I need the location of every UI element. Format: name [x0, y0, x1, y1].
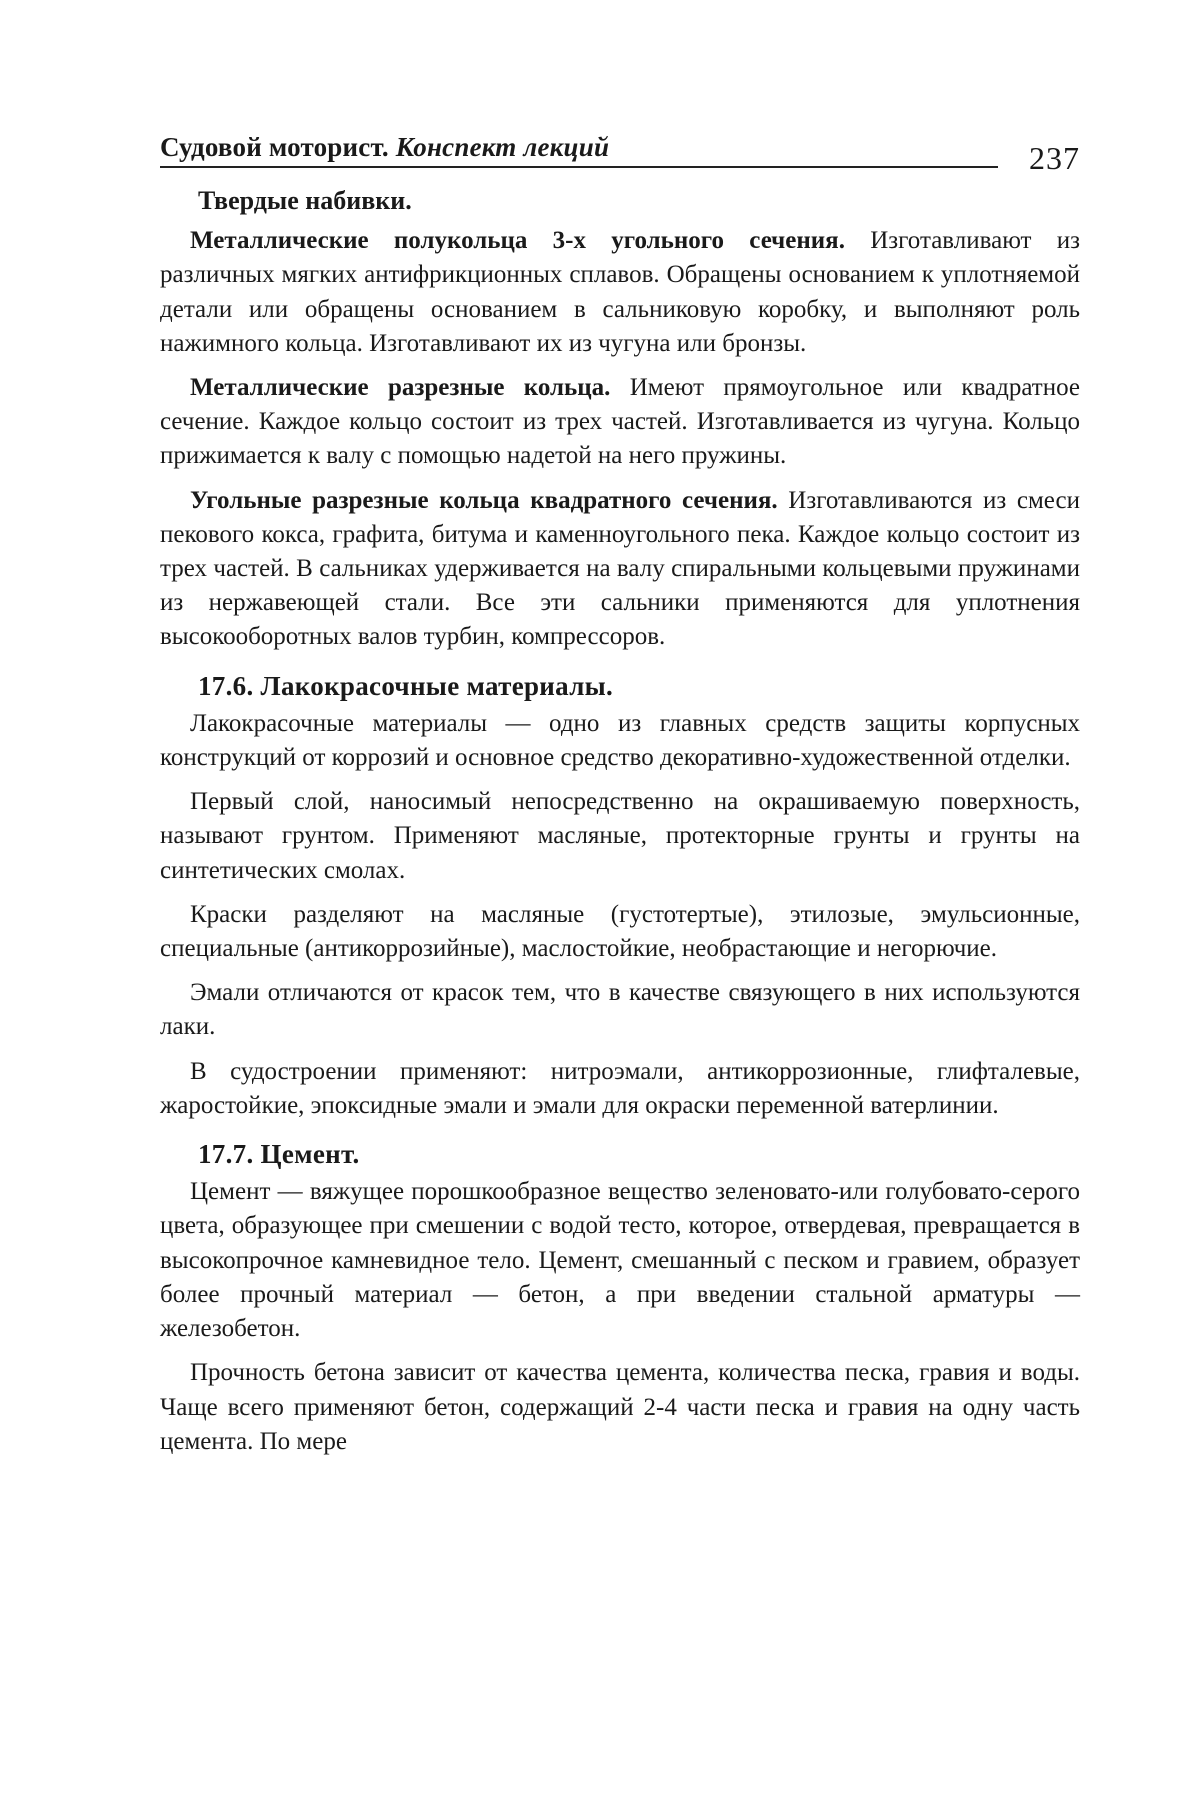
packing-item-lead: Угольные разрезные кольца квадратного сечения.: [190, 487, 778, 514]
running-title: [160, 132, 609, 163]
packing-item-lead: Металлические полукольца 3-х угольного сечения.: [190, 227, 845, 254]
packing-item-text: Имеют прямоугольное или квадратное сечение. Каждое кольцо состоит из трех частей. Изготавливается из чугуна. Кольцо прижимается к валу с помощью надетой на него пружины.: [160, 374, 1080, 469]
packing-item-metal-half-rings: [160, 224, 1080, 361]
packing-item-text: Изготавливаются из смеси пекового кокса, графита, битума и каменноугольного пека. Каждое кольцо состоит из трех частей. В сальниках удерживается на валу спиральными кольцевыми пружинами из нержавеющей стали. Все эти сальники применяются для уплотнения высокооборотных валов турбин, компрессоров.: [160, 487, 1080, 651]
section-heading-cement: 17.7. Цемент.: [160, 1137, 1080, 1171]
packing-item-text: Изготавливают из различных мягких антифрикционных сплавов. Обращены основанием к уплотняемой детали или обращены основанием в сальниковую коробку, и выполняют роль нажимного кольца. Изготавливают их из чугуна или бронзы.: [160, 227, 1080, 357]
page-number: 237: [1029, 140, 1080, 177]
paragraph: Эмали отличаются от красок тем, что в качестве связующего в них используются лаки.: [160, 976, 1080, 1044]
section-heading-paints: 17.6. Лакокрасочные материалы.: [160, 669, 1080, 703]
running-header: [160, 128, 1080, 174]
page-body: [160, 184, 1080, 1459]
paragraph: Первый слой, наносимый непосредственно на окрашиваемую поверхность, называют грунтом. Применяют масляные, протекторные грунты и грунты на синтетических смолах.: [160, 785, 1080, 888]
book-subtitle: Конспект лекций: [396, 132, 609, 162]
header-rule: [160, 166, 998, 168]
book-title: Судовой моторист.: [160, 132, 389, 162]
packing-item-carbon-split-rings: [160, 484, 1080, 655]
paragraph: Лакокрасочные материалы — одно из главных средств защиты корпусных конструкций от коррозий и основное средство декоративно-художественной отделки.: [160, 707, 1080, 775]
paragraph: Цемент — вяжущее порошкообразное вещество зеленовато-или голубовато-серого цвета, образующее при смешении с водой тесто, которое, отвердевая, превращается в высокопрочное камневидное тело. Цемент, смешанный с песком и гравием, образует более прочный материал — бетон, а при введении стальной арматуры — железобетон.: [160, 1175, 1080, 1346]
paragraph: Краски разделяют на масляные (густотертые), этилозые, эмульсионные, специальные (антикоррозийные), маслостойкие, необрастающие и негорючие.: [160, 898, 1080, 966]
paragraph: В судостроении применяют: нитроэмали, антикоррозионные, глифталевые, жаростойкие, эпоксидные эмали и эмали для окраски переменной ватерлинии.: [160, 1055, 1080, 1123]
book-page: [160, 128, 1080, 1469]
packings-title: Твердые набивки.: [160, 184, 1080, 218]
paragraph: Прочность бетона зависит от качества цемента, количества песка, гравия и воды. Чаще всего применяют бетон, содержащий 2-4 части песка и гравия на одну часть цемента. По мере: [160, 1356, 1080, 1459]
packing-item-lead: Металлические разрезные кольца.: [190, 374, 610, 401]
packing-item-metal-split-rings: [160, 371, 1080, 474]
